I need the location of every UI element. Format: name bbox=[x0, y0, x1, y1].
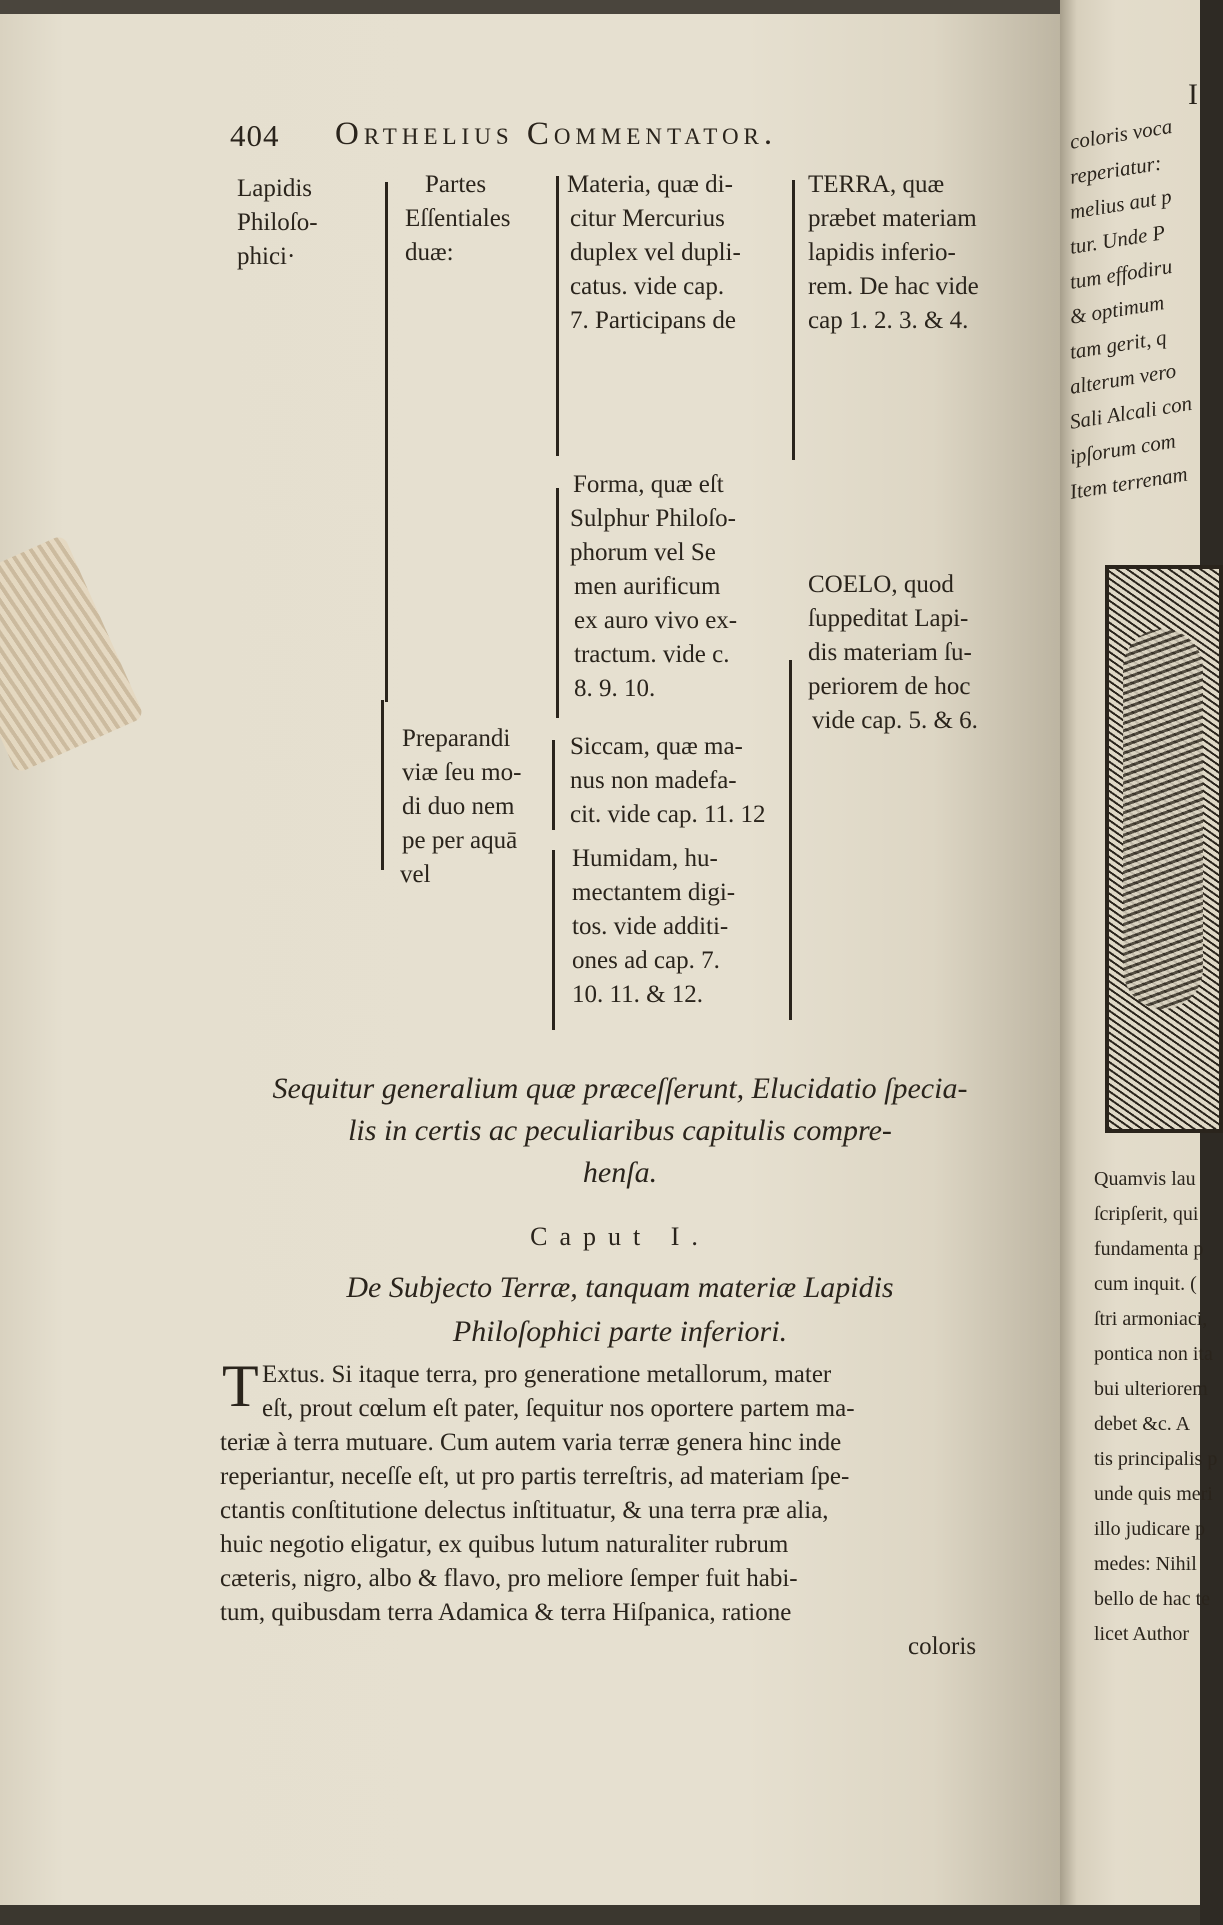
parts-line: Partes bbox=[425, 171, 487, 198]
humidam-line: mectantem digi- bbox=[572, 879, 736, 906]
terra-line: rem. De hac vide bbox=[808, 273, 979, 300]
materia-line: citur Mercurius bbox=[570, 205, 725, 232]
humidam-line: Humidam, hu- bbox=[572, 845, 718, 872]
right-page-body-line: pontica non ita bbox=[1094, 1343, 1213, 1365]
right-page-body-line: bui ulteriorem bbox=[1094, 1378, 1208, 1400]
running-title: Orthelius Commentator. bbox=[335, 116, 778, 152]
materia-line: duplex vel dupli- bbox=[570, 239, 741, 266]
forma-line: men aurificum bbox=[574, 573, 721, 600]
humidam-line: tos. vide additi- bbox=[572, 913, 729, 940]
preparation-line: pe per aquā bbox=[402, 827, 518, 854]
preparation-line: viæ ſeu mo- bbox=[402, 759, 522, 786]
body-text-line: tum, quibusdam terra Adamica & terra Hiſpanica, ratione bbox=[220, 1599, 792, 1626]
preparation-line: di duo nem bbox=[402, 793, 515, 820]
siccam-line: cit. vide cap. 11. 12 bbox=[570, 801, 766, 828]
right-page-line: reperiatur: bbox=[1068, 150, 1164, 189]
page-header bbox=[230, 116, 778, 154]
body-text-line: teriæ à terra mutuare. Cum autem varia terræ genera hinc inde bbox=[220, 1429, 842, 1456]
preparation-line: Preparandi bbox=[402, 725, 511, 752]
right-page-line: tam gerit, q bbox=[1068, 324, 1169, 364]
right-page-line: ipſorum com bbox=[1068, 428, 1178, 469]
brace-line-forma bbox=[556, 488, 559, 718]
right-page-line: melius aut p bbox=[1068, 184, 1174, 224]
forma-line: Forma, quæ eſt bbox=[573, 471, 724, 498]
brace-line-terra bbox=[792, 180, 795, 460]
book-bottom-edge bbox=[0, 1905, 1200, 1925]
body-text-line: ctantis conſtitutione delectus inſtituatur, & una terra præ alia, bbox=[220, 1497, 829, 1524]
materia-line: Materia, quæ di- bbox=[567, 171, 733, 198]
humidam-line: ones ad cap. 7. bbox=[572, 947, 720, 974]
siccam-line: Siccam, quæ ma- bbox=[570, 733, 743, 760]
forma-line: Sulphur Philoſo- bbox=[570, 505, 736, 532]
section-heading-line: Sequitur generalium quæ præceſſerunt, Elucidatio ſpecia- bbox=[272, 1072, 968, 1105]
right-page-line: tur. Unde P bbox=[1068, 220, 1167, 259]
body-text-line: reperiantur, neceſſe eſt, ut pro partis terreſtris, ad materiam ſpe- bbox=[220, 1463, 850, 1490]
right-page-line: coloris voca bbox=[1068, 114, 1174, 154]
right-page-body-line: bello de hac te bbox=[1094, 1588, 1211, 1610]
brace-line-humidam bbox=[552, 850, 555, 1030]
coelo-line: vide cap. 5. & 6. bbox=[812, 707, 978, 734]
terra-line: cap 1. 2. 3. & 4. bbox=[808, 307, 969, 334]
coelo-line: dis materiam ſu- bbox=[808, 639, 972, 666]
section-heading-line: henſa. bbox=[582, 1156, 658, 1189]
forma-line: tractum. vide c. bbox=[574, 641, 730, 668]
parts-line: Eſſentiales bbox=[405, 205, 511, 232]
forma-line: phorum vel Se bbox=[570, 539, 716, 566]
right-page-body-line: medes: Nihil bbox=[1094, 1553, 1197, 1575]
right-page-heading-fragment: I bbox=[1188, 78, 1198, 111]
body-text-line: eſt, prout cœlum eſt pater, ſequitur nos oportere partem ma- bbox=[262, 1395, 855, 1422]
forma-line: ex auro vivo ex- bbox=[574, 607, 738, 634]
woodcut-figure bbox=[1123, 629, 1203, 1009]
section-heading bbox=[220, 1068, 1020, 1194]
drop-cap: T bbox=[222, 1353, 259, 1419]
humidam-line: 10. 11. & 12. bbox=[572, 981, 704, 1008]
right-page-line: alterum vero bbox=[1068, 358, 1178, 399]
body-text-line: huic negotio eligatur, ex quibus lutum naturaliter rubrum bbox=[220, 1531, 789, 1558]
page-number: 404 bbox=[230, 118, 280, 153]
right-page bbox=[1060, 0, 1218, 1925]
right-page-body-line: licet Author bbox=[1094, 1623, 1189, 1645]
woodcut-illustration bbox=[1105, 565, 1223, 1133]
terra-line: TERRA, quæ bbox=[808, 171, 945, 198]
section-heading-line: lis in certis ac peculiaribus capitulis compre- bbox=[348, 1114, 892, 1147]
terra-line: præbet materiam bbox=[808, 205, 977, 232]
right-page-body-line: illo judicare p bbox=[1094, 1518, 1206, 1540]
right-page-body-line: ſtri armoniaci, bbox=[1094, 1308, 1208, 1330]
subject-line: Lapidis bbox=[237, 175, 312, 202]
terra-line: lapidis inferio- bbox=[808, 239, 956, 266]
right-page-body-line: cum inquit. ( bbox=[1094, 1273, 1197, 1295]
coelo-line: ſuppeditat Lapi- bbox=[808, 605, 969, 632]
brace-line-preparation bbox=[381, 700, 384, 870]
right-page-line: tum effodiru bbox=[1068, 254, 1174, 294]
siccam-line: nus non madefa- bbox=[570, 767, 737, 794]
right-page-body-line: tis principalis p bbox=[1094, 1448, 1218, 1470]
chapter-title-line: De Subjecto Terræ, tanquam materiæ Lapidis bbox=[346, 1271, 894, 1304]
right-page-body-line: unde quis meri bbox=[1094, 1483, 1213, 1505]
body-text-line: Extus. Si itaque terra, pro generatione metallorum, mater bbox=[262, 1361, 832, 1388]
preparation-line: vel bbox=[400, 861, 431, 888]
right-page-body-line: Quamvis lau bbox=[1094, 1168, 1196, 1190]
right-page-line: & optimum bbox=[1068, 290, 1166, 329]
brace-line-siccam bbox=[552, 740, 555, 830]
subject-line: phici· bbox=[237, 243, 296, 270]
brace-line-coelo bbox=[789, 660, 792, 1020]
coelo-line: COELO, quod bbox=[808, 571, 954, 598]
subject-line: Philoſo- bbox=[237, 209, 318, 236]
right-page-body-line: fundamenta p bbox=[1094, 1238, 1204, 1260]
brace-line-materia bbox=[556, 176, 559, 456]
brace-line-parts bbox=[385, 182, 388, 702]
right-page-body-line: debet &c. A bbox=[1094, 1413, 1191, 1435]
chapter-title-line: Philoſophici parte inferiori. bbox=[452, 1315, 788, 1348]
chapter-label: Caput I. bbox=[530, 1222, 710, 1251]
coelo-line: periorem de hoc bbox=[808, 673, 971, 700]
parts-line: duæ: bbox=[405, 239, 454, 266]
forma-line: 8. 9. 10. bbox=[574, 675, 656, 702]
chapter-title bbox=[220, 1266, 1020, 1354]
materia-line: catus. vide cap. bbox=[570, 273, 725, 300]
bookmark-ribbon bbox=[0, 534, 145, 774]
materia-line: 7. Participans de bbox=[570, 307, 736, 334]
right-page-body-line: ſcripſerit, qui bbox=[1094, 1203, 1199, 1225]
body-text-line: cæteris, nigro, albo & flavo, pro meliore ſemper fuit habi- bbox=[220, 1565, 798, 1592]
right-page-line: Item terrenam bbox=[1068, 461, 1190, 504]
catchword: coloris bbox=[908, 1633, 977, 1660]
right-page-line: Sali Alcali con bbox=[1068, 390, 1194, 434]
